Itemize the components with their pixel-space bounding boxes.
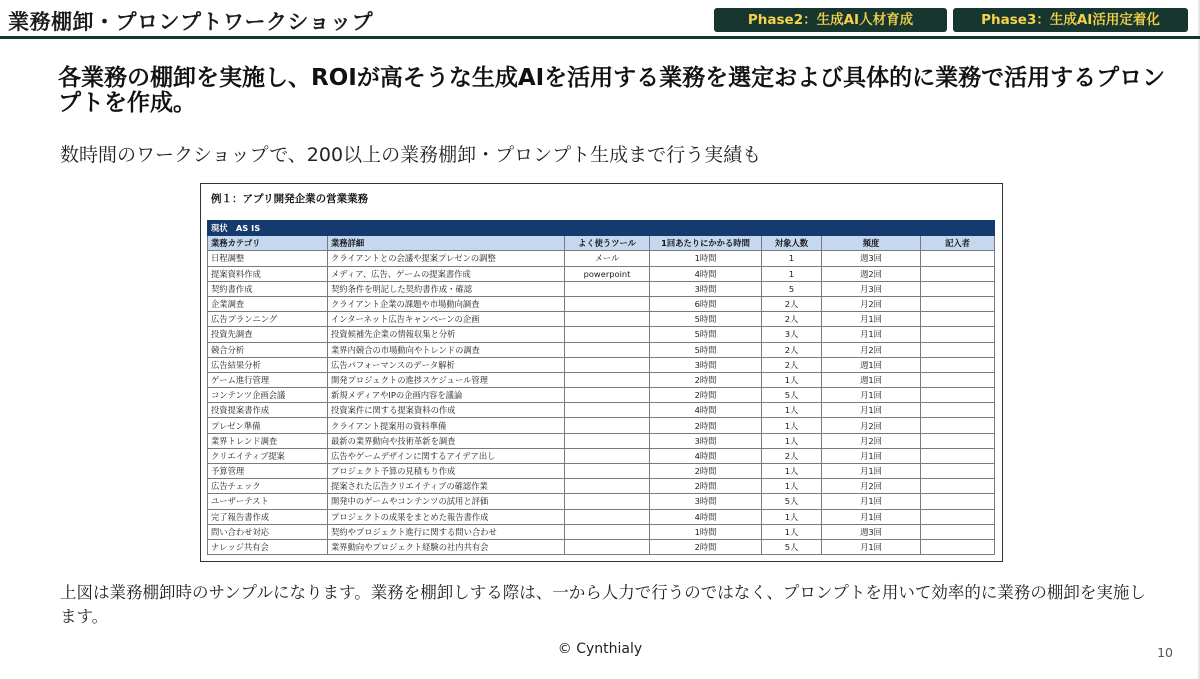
- cell-people: 5人: [762, 539, 822, 554]
- cell-author: [921, 418, 995, 433]
- table-row: [208, 494, 995, 509]
- table-row: [208, 372, 995, 387]
- cell-detail: 投資案件に関する提案資料の作成: [328, 403, 565, 418]
- cell-author: [921, 509, 995, 524]
- cell-detail: メディア、広告、ゲームの提案書作成: [328, 266, 565, 281]
- cell-author: [921, 464, 995, 479]
- column-header-time: 1回あたりにかかる時間: [650, 236, 762, 251]
- cell-author: [921, 433, 995, 448]
- cell-detail: インターネット広告キャンペーンの企画: [328, 312, 565, 327]
- cell-detail: 開発プロジェクトの進捗スケジュール管理: [328, 372, 565, 387]
- example-table-frame: [200, 183, 1003, 562]
- cell-time: 2時間: [650, 388, 762, 403]
- cell-author: [921, 312, 995, 327]
- cell-people: 2人: [762, 342, 822, 357]
- cell-frequency: 月1回: [822, 388, 921, 403]
- cell-frequency: 月3回: [822, 281, 921, 296]
- cell-people: 1人: [762, 464, 822, 479]
- table-row: [208, 403, 995, 418]
- cell-category: 競合分析: [208, 342, 328, 357]
- cell-detail: 最新の業界動向や技術革新を調査: [328, 433, 565, 448]
- cell-frequency: 月1回: [822, 403, 921, 418]
- cell-category: コンテンツ企画会議: [208, 388, 328, 403]
- cell-time: 4時間: [650, 403, 762, 418]
- cell-detail: クライアントとの会議や提案プレゼンの調整: [328, 251, 565, 266]
- cell-detail: 契約条件を明記した契約書作成・確認: [328, 281, 565, 296]
- cell-category: 広告チェック: [208, 479, 328, 494]
- cell-category: 投資提案書作成: [208, 403, 328, 418]
- cell-people: 5: [762, 281, 822, 296]
- column-header-people: 対象人数: [762, 236, 822, 251]
- column-header-category: 業務カテゴリ: [208, 236, 328, 251]
- cell-detail: 開発中のゲームやコンテンツの試用と評価: [328, 494, 565, 509]
- cell-tool: [565, 494, 650, 509]
- cell-category: 業界トレンド調査: [208, 433, 328, 448]
- cell-tool: [565, 388, 650, 403]
- cell-people: 2人: [762, 312, 822, 327]
- cell-category: ユーザーテスト: [208, 494, 328, 509]
- table-row: [208, 539, 995, 554]
- cell-author: [921, 539, 995, 554]
- table-row: [208, 524, 995, 539]
- table-row: [208, 281, 995, 296]
- cell-people: 5人: [762, 494, 822, 509]
- cell-category: 企業調査: [208, 296, 328, 311]
- phase2-badge: Phase2：生成AI人材育成: [714, 8, 947, 32]
- cell-time: 3時間: [650, 357, 762, 372]
- cell-category: ゲーム進行管理: [208, 372, 328, 387]
- cell-tool: [565, 372, 650, 387]
- table-row: [208, 509, 995, 524]
- cell-author: [921, 281, 995, 296]
- table-row: [208, 296, 995, 311]
- cell-detail: プロジェクト予算の見積もり作成: [328, 464, 565, 479]
- cell-frequency: 月1回: [822, 312, 921, 327]
- cell-frequency: 週3回: [822, 524, 921, 539]
- cell-author: [921, 403, 995, 418]
- cell-time: 2時間: [650, 539, 762, 554]
- cell-people: 1人: [762, 418, 822, 433]
- cell-frequency: 月1回: [822, 327, 921, 342]
- cell-people: 3人: [762, 327, 822, 342]
- table-header-row: [208, 236, 995, 251]
- cell-time: 1時間: [650, 524, 762, 539]
- cell-frequency: 月1回: [822, 539, 921, 554]
- cell-people: 1: [762, 251, 822, 266]
- table-row: [208, 357, 995, 372]
- cell-frequency: 週3回: [822, 251, 921, 266]
- cell-tool: [565, 418, 650, 433]
- cell-detail: 提案された広告クリエイティブの確認作業: [328, 479, 565, 494]
- task-inventory-table: [207, 220, 995, 555]
- cell-detail: 契約やプロジェクト進行に関する問い合わせ: [328, 524, 565, 539]
- cell-time: 1時間: [650, 251, 762, 266]
- cell-tool: [565, 342, 650, 357]
- cell-tool: [565, 524, 650, 539]
- cell-author: [921, 266, 995, 281]
- cell-time: 5時間: [650, 312, 762, 327]
- cell-tool: [565, 312, 650, 327]
- cell-category: 完了報告書作成: [208, 509, 328, 524]
- table-row: [208, 388, 995, 403]
- cell-author: [921, 372, 995, 387]
- cell-people: 1人: [762, 479, 822, 494]
- cell-frequency: 月2回: [822, 342, 921, 357]
- column-header-detail: 業務詳細: [328, 236, 565, 251]
- cell-people: 2人: [762, 448, 822, 463]
- cell-category: 提案資料作成: [208, 266, 328, 281]
- cell-author: [921, 327, 995, 342]
- cell-people: 2人: [762, 296, 822, 311]
- header-divider: [0, 36, 1200, 39]
- cell-category: 予算管理: [208, 464, 328, 479]
- cell-time: 5時間: [650, 342, 762, 357]
- table-row: [208, 312, 995, 327]
- cell-detail: 新規メディアやIPの企画内容を議論: [328, 388, 565, 403]
- slide-header: [0, 0, 1200, 40]
- cell-people: 1人: [762, 433, 822, 448]
- table-row: [208, 464, 995, 479]
- cell-time: 2時間: [650, 464, 762, 479]
- cell-detail: 投資候補先企業の情報収集と分析: [328, 327, 565, 342]
- cell-tool: [565, 296, 650, 311]
- cell-category: 広告プランニング: [208, 312, 328, 327]
- example-title: 例１：アプリ開発企業の営業業務: [211, 193, 369, 205]
- cell-people: 1: [762, 266, 822, 281]
- cell-author: [921, 296, 995, 311]
- cell-frequency: 月2回: [822, 479, 921, 494]
- cell-frequency: 月2回: [822, 418, 921, 433]
- cell-author: [921, 357, 995, 372]
- phase3-badge: Phase3：生成AI活用定着化: [953, 8, 1188, 32]
- cell-frequency: 月1回: [822, 448, 921, 463]
- asis-row: [208, 221, 995, 236]
- cell-author: [921, 251, 995, 266]
- table-row: [208, 479, 995, 494]
- cell-frequency: 週1回: [822, 372, 921, 387]
- cell-detail: プロジェクトの成果をまとめた報告書作成: [328, 509, 565, 524]
- cell-tool: [565, 539, 650, 554]
- cell-frequency: 月1回: [822, 494, 921, 509]
- table-row: [208, 418, 995, 433]
- table-row: [208, 342, 995, 357]
- cell-time: 3時間: [650, 281, 762, 296]
- cell-frequency: 月2回: [822, 433, 921, 448]
- cell-category: 広告結果分析: [208, 357, 328, 372]
- cell-people: 1人: [762, 524, 822, 539]
- cell-time: 2時間: [650, 418, 762, 433]
- cell-frequency: 月1回: [822, 509, 921, 524]
- cell-time: 4時間: [650, 509, 762, 524]
- cell-tool: [565, 464, 650, 479]
- cell-detail: 業界内競合の市場動向やトレンドの調査: [328, 342, 565, 357]
- cell-time: 6時間: [650, 296, 762, 311]
- cell-category: 日程調整: [208, 251, 328, 266]
- cell-detail: クライアント企業の課題や市場動向調査: [328, 296, 565, 311]
- page-number: 10: [1157, 645, 1173, 660]
- cell-detail: 広告パフォーマンスのデータ解析: [328, 357, 565, 372]
- cell-author: [921, 388, 995, 403]
- cell-author: [921, 524, 995, 539]
- cell-tool: [565, 448, 650, 463]
- column-header-tool: よく使うツール: [565, 236, 650, 251]
- slide-title: 業務棚卸・プロンプトワークショップ: [8, 10, 374, 34]
- cell-tool: [565, 327, 650, 342]
- cell-people: 5人: [762, 388, 822, 403]
- cell-time: 2時間: [650, 479, 762, 494]
- table-row: [208, 327, 995, 342]
- cell-author: [921, 342, 995, 357]
- cell-frequency: 月1回: [822, 464, 921, 479]
- cell-category: プレゼン準備: [208, 418, 328, 433]
- copyright: © Cynthialy: [557, 641, 643, 657]
- cell-time: 4時間: [650, 266, 762, 281]
- table-row: [208, 448, 995, 463]
- cell-people: 1人: [762, 403, 822, 418]
- column-header-author: 記入者: [921, 236, 995, 251]
- cell-category: 問い合わせ対応: [208, 524, 328, 539]
- cell-detail: 業界動向やプロジェクト経験の社内共有会: [328, 539, 565, 554]
- cell-detail: 広告やゲームデザインに関するアイデア出し: [328, 448, 565, 463]
- cell-time: 3時間: [650, 494, 762, 509]
- cell-people: 1人: [762, 509, 822, 524]
- cell-category: 投資先調査: [208, 327, 328, 342]
- cell-tool: [565, 509, 650, 524]
- table-row: [208, 251, 995, 266]
- asis-label: 現状 AS IS: [208, 221, 995, 236]
- table-row: [208, 433, 995, 448]
- cell-time: 4時間: [650, 448, 762, 463]
- cell-detail: クライアント提案用の資料準備: [328, 418, 565, 433]
- cell-category: クリエイティブ提案: [208, 448, 328, 463]
- headline: 各業務の棚卸を実施し、ROIが高そうな生成AIを活用する業務を選定および具体的に業務で活用するプロンプトを作成。: [58, 65, 1166, 116]
- cell-category: 契約書作成: [208, 281, 328, 296]
- table-row: [208, 266, 995, 281]
- cell-tool: [565, 433, 650, 448]
- cell-author: [921, 448, 995, 463]
- cell-author: [921, 494, 995, 509]
- cell-tool: [565, 357, 650, 372]
- footer-note: 上図は業務棚卸時のサンプルになります。業務を棚卸しする際は、一から人力で行うのではなく、プロンプトを用いて効率的に業務の棚卸を実施します。: [60, 583, 1146, 626]
- cell-tool: powerpoint: [565, 266, 650, 281]
- cell-tool: [565, 479, 650, 494]
- cell-tool: メール: [565, 251, 650, 266]
- cell-category: ナレッジ共有会: [208, 539, 328, 554]
- subheadline: 数時間のワークショップで、200以上の業務棚卸・プロンプト生成まで行う実績も: [60, 144, 762, 166]
- cell-tool: [565, 281, 650, 296]
- cell-author: [921, 479, 995, 494]
- cell-tool: [565, 403, 650, 418]
- cell-people: 2人: [762, 357, 822, 372]
- cell-frequency: 月2回: [822, 296, 921, 311]
- cell-time: 2時間: [650, 372, 762, 387]
- cell-time: 3時間: [650, 433, 762, 448]
- cell-people: 1人: [762, 372, 822, 387]
- cell-time: 5時間: [650, 327, 762, 342]
- cell-frequency: 週2回: [822, 266, 921, 281]
- cell-frequency: 週1回: [822, 357, 921, 372]
- column-header-frequency: 頻度: [822, 236, 921, 251]
